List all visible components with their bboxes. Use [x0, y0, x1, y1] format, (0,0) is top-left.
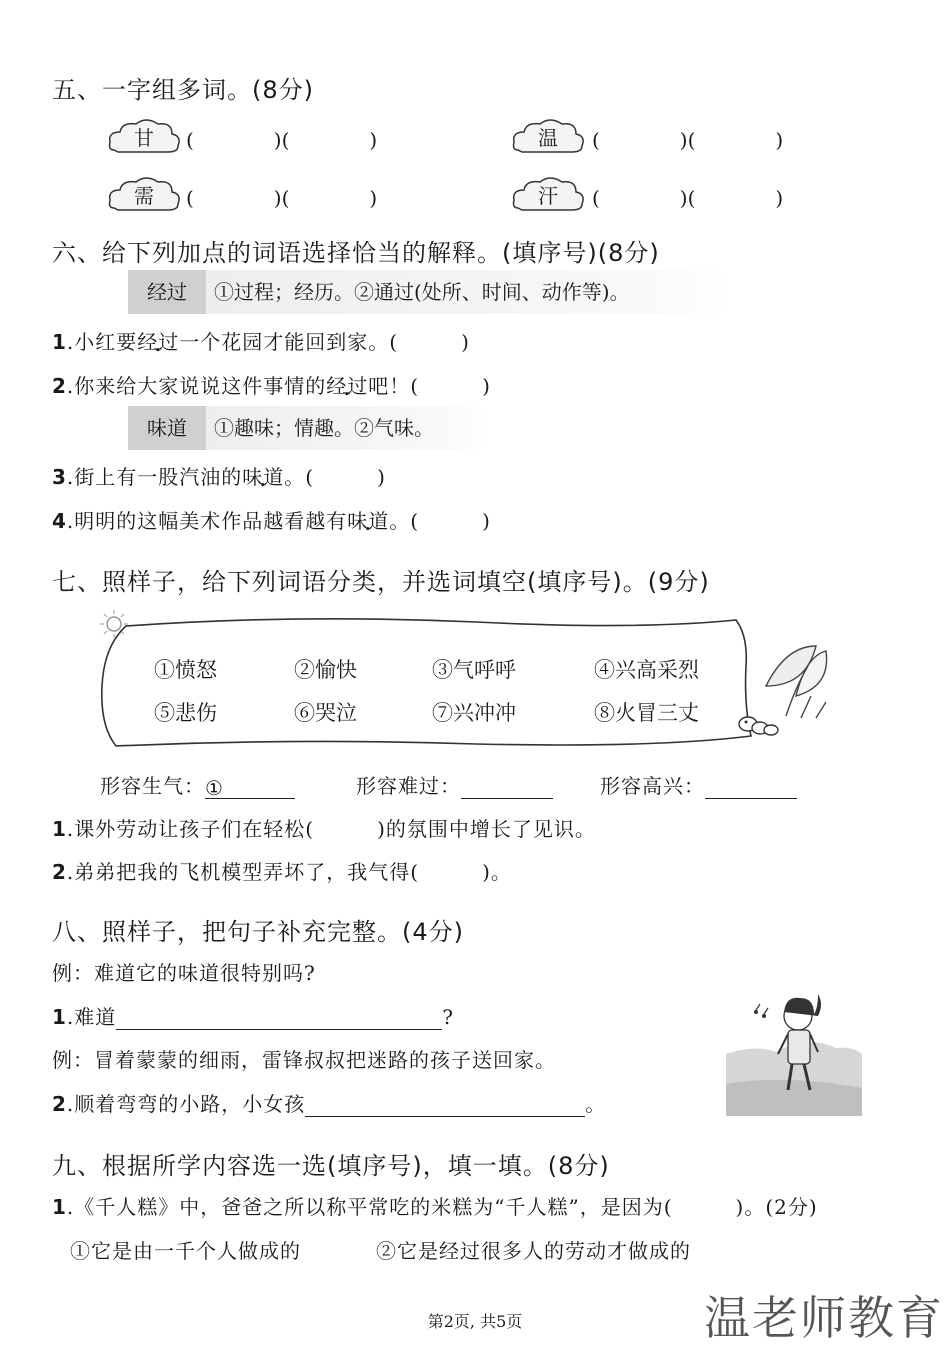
question-text: .小红要 [66, 330, 138, 354]
question-line [52, 1001, 454, 1030]
dotted-word: 经过 [137, 330, 180, 354]
answer-line[interactable] [116, 1007, 442, 1030]
question-text: .明明的这幅美术作品越看越有 [66, 509, 348, 533]
cloud-char: 汗 [538, 184, 558, 208]
dotted-word: 味道 [347, 509, 390, 533]
question-number: 2 [52, 374, 67, 398]
question-text[interactable]: 一个花园才能回到家。( ) [179, 330, 470, 354]
cloud-char: 需 [134, 184, 154, 208]
question-number: 2 [52, 1092, 67, 1116]
definition-key: 经过 [128, 270, 206, 314]
category-answer[interactable]: ① [205, 776, 295, 799]
question-line [52, 505, 491, 534]
question-line [52, 1088, 606, 1117]
question-text: .顺着弯弯的小路，小女孩 [66, 1092, 306, 1116]
definition-key: 味道 [128, 406, 206, 450]
question-text[interactable]: 。( ) [389, 509, 491, 533]
question-line [52, 1191, 818, 1220]
cloud-char-box [106, 116, 182, 160]
word-box-frame [96, 606, 836, 766]
definition-box [128, 406, 488, 450]
answer-blanks[interactable]: ( )( ) [592, 128, 784, 152]
question-text[interactable]: .《千人糕》中，爸爸之所以称平常吃的米糕为“千人糕”，是因为( )。(2分) [66, 1195, 818, 1219]
category-label: 形容生气： [100, 774, 205, 798]
section-9-title: 九、根据所学内容选一选(填序号)，填一填。(8分) [52, 1152, 610, 1180]
category-label: 形容高兴： [600, 774, 705, 798]
question-end: ? [442, 1005, 455, 1029]
category-line [600, 770, 797, 799]
cloud-char: 温 [538, 126, 558, 150]
question-number: 3 [52, 465, 67, 489]
cloud-char-box [510, 116, 586, 160]
example-line: 例：难道它的味道很特别吗? [52, 961, 316, 985]
word-option: ⑦兴冲冲 [432, 701, 516, 725]
question-line [52, 326, 470, 355]
answer-blanks[interactable]: ( )( ) [186, 186, 378, 210]
question-line [52, 370, 491, 399]
girl-walking-illustration [726, 964, 862, 1116]
word-option: ⑤悲伤 [154, 701, 217, 725]
question-end: 。 [585, 1092, 607, 1116]
definition-box [128, 270, 728, 314]
category-answer-blank[interactable] [461, 776, 553, 799]
word-option: ②愉快 [294, 658, 357, 682]
category-line [356, 770, 553, 799]
question-text[interactable]: 。( ) [284, 465, 386, 489]
question-number: 1 [52, 817, 67, 841]
word-option: ④兴高采烈 [594, 658, 699, 682]
question-text: .你来给大家说说这件事情的 [66, 374, 327, 398]
leaf-plant-icon [766, 646, 827, 718]
answer-line[interactable] [305, 1094, 585, 1117]
choice-option: ①它是由一千个人做成的 [70, 1239, 301, 1263]
question-number: 2 [52, 860, 67, 884]
word-option: ⑧火冒三丈 [594, 701, 699, 725]
question-line [52, 813, 596, 842]
question-number: 1 [52, 1195, 67, 1219]
question-number: 1 [52, 1005, 67, 1029]
question-line [52, 461, 386, 490]
word-option: ③气呼呼 [432, 658, 516, 682]
category-label: 形容难过： [356, 774, 461, 798]
watermark: 温老师教育 [704, 1291, 944, 1345]
page-footer: 第2页, 共5页 [427, 1312, 523, 1331]
question-line [52, 856, 512, 885]
question-text: .难道 [66, 1005, 117, 1029]
cloud-char-box [106, 174, 182, 218]
category-line [100, 770, 295, 799]
section-8-title: 八、照样子，把句子补充完整。(4分) [52, 918, 464, 946]
question-number: 4 [52, 509, 67, 533]
word-option: ⑥哭泣 [294, 701, 357, 725]
section-6-title: 六、给下列加点的词语选择恰当的解释。(填序号)(8分) [52, 239, 660, 267]
definition-text: ①过程；经历。②通过(处所、时间、动作等)。 [214, 280, 630, 304]
section-7-title: 七、照样子，给下列词语分类，并选词填空(填序号)。(9分) [52, 568, 710, 596]
definition-text: ①趣味；情趣。②气味。 [214, 416, 434, 440]
answer-blanks[interactable]: ( )( ) [186, 128, 378, 152]
caterpillar-icon [739, 717, 778, 735]
cloud-char: 甘 [134, 126, 154, 150]
sun-icon [100, 610, 128, 638]
question-text[interactable]: .弟弟把我的飞机模型弄坏了，我气得( )。 [66, 860, 512, 884]
example-line: 例：冒着蒙蒙的细雨，雷锋叔叔把迷路的孩子送回家。 [52, 1048, 556, 1072]
answer-blanks[interactable]: ( )( ) [592, 186, 784, 210]
dotted-word: 经过 [326, 374, 369, 398]
question-text[interactable]: 吧！( ) [368, 374, 491, 398]
choice-option: ②它是经过很多人的劳动才做成的 [376, 1239, 691, 1263]
dotted-word: 味道 [242, 465, 285, 489]
cloud-char-box [510, 174, 586, 218]
question-number: 1 [52, 330, 67, 354]
section-5-title: 五、一字组多词。(8分) [52, 76, 314, 104]
word-option: ①愤怒 [154, 658, 217, 682]
category-answer-blank[interactable] [705, 776, 797, 799]
question-text[interactable]: .课外劳动让孩子们在轻松( )的氛围中增长了见识。 [66, 817, 596, 841]
question-text: .街上有一股汽油的 [66, 465, 243, 489]
